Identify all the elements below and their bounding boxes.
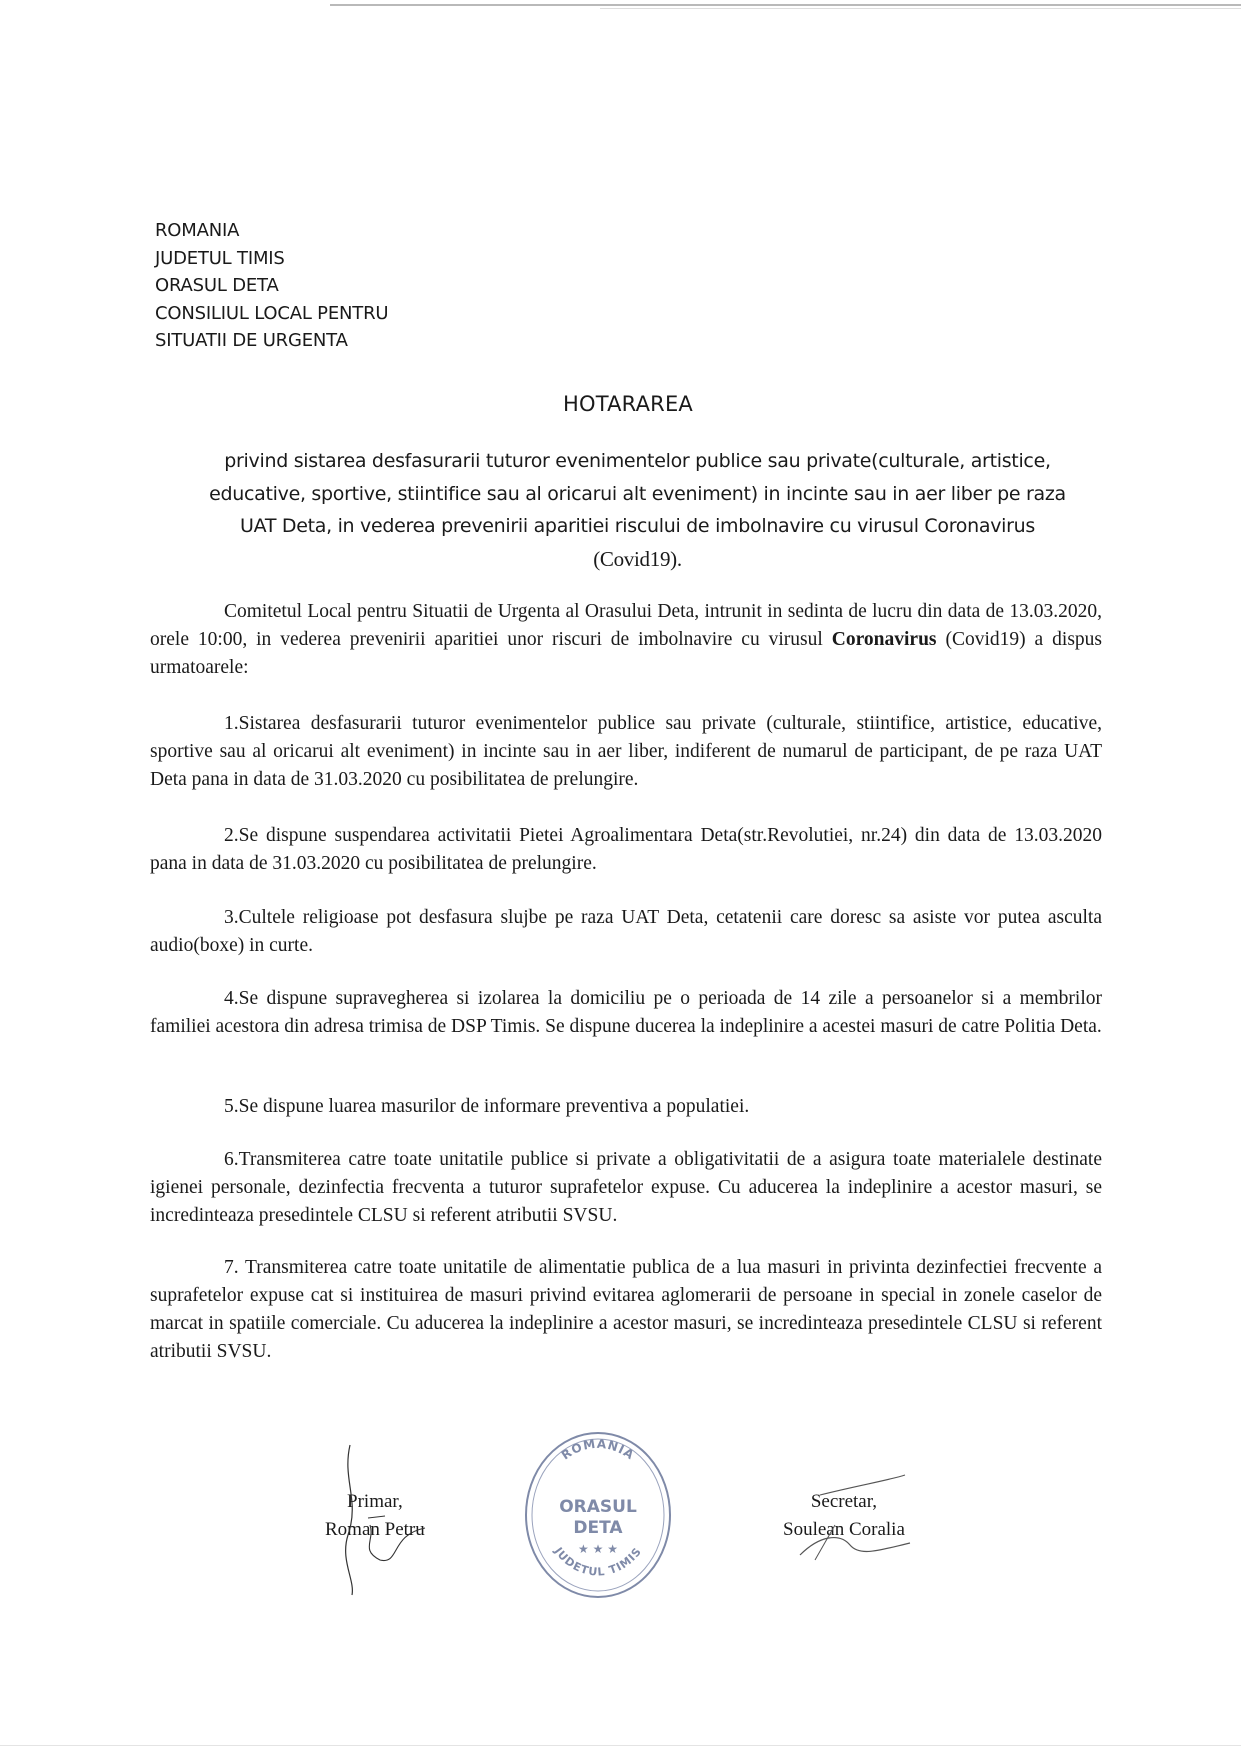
header-line: JUDETUL TIMIS (155, 247, 285, 269)
official-stamp (523, 1430, 673, 1600)
svg-text:ROMANIA (559, 1437, 637, 1463)
document-subtitle (170, 445, 1105, 575)
stamp-stars: ★ ★ ★ (578, 1542, 618, 1556)
header-line: ROMANIA (155, 220, 240, 241)
intro-paragraph (150, 598, 1102, 682)
decision-point-1: 1.Sistarea desfasurarii tuturor evenimentelor publice sau private (culturale, stiintifice, artistice, educative, sportive sau al oricarui alt eveniment) in incinte sau in aer liber, indiferent de numarul de participant, de pe raza UAT Deta pana in data de 31.03.2020 cu posibilitatea de prelungire. (150, 713, 1102, 790)
decision-point-6: 6.Transmiterea catre toate unitatile publice si private a obligativitatii de a asigura toate materialele destinate igienei personale, dezinfectia frecventa a tuturor suprafetelor expuse. Cu aducerea la indeplinire a acestor masuri, se incredinteaza presedintele CLSU si referent atributii SVSU. (150, 1149, 1102, 1226)
scan-edge-line (600, 8, 1241, 9)
secretary-name: Soulean Coralia (783, 1519, 905, 1540)
decision-point-5: 5.Se dispune luarea masurilor de informare preventiva a populatiei. (224, 1096, 750, 1117)
decision-point-4: 4.Se dispune supravegherea si izolarea la domiciliu pe o perioada de 14 zile a persoanelor si a membrilor familiei acestora din adresa trimisa de DSP Timis. Se dispune ducerea la indeplinire a acestei masuri de catre Politia Deta. (150, 988, 1102, 1037)
decision-point-7: 7. Transmiterea catre toate unitatile de alimentatie publica de a lua masuri in privinta dezinfectiei frecvente a suprafetelor expuse cat si instituirea de masuri privind evitarea aglomerarii de persoane in special in zonele caselor de marcat in spatiile comerciale. Cu aducerea la indeplinire a acestor masuri, se incredinteaza presedintele CLSU si referent atributii SVSU. (150, 1257, 1102, 1362)
subtitle-line: UAT Deta, in vederea prevenirii aparitiei riscului de imbolnavire cu virusul Coronavirus (240, 515, 1035, 537)
secretary-role: Secretar, (810, 1491, 878, 1512)
scan-edge-line (0, 1745, 1241, 1746)
subtitle-line: educative, sportive, stiintifice sau al oricarui alt eveniment) in incinte sau in aer liber pe raza (209, 482, 1066, 505)
document-title: HOTARAREA (562, 392, 693, 416)
stamp-top-text: ROMANIA (558, 1436, 638, 1463)
intro-text: (Covid19) a dispus urmatoarele: (150, 629, 1102, 678)
intro-text: Comitetul Local pentru Situatii de Urgenta al Orasului Deta, intrunit in sedinta de lucru din data de 13.03.2020, orele 10:00, in vederea prevenirii aparitiei unor riscuri de imbolnavire cu virusul (150, 601, 1102, 650)
stamp-center-line-1: ORASUL (559, 1497, 637, 1517)
issuer-header (155, 217, 388, 355)
header-line: ORASUL DETA (155, 275, 279, 296)
mayor-signature-block (325, 1488, 425, 1544)
mayor-role: Primar, (347, 1491, 403, 1512)
decision-point-2: 2.Se dispune suspendarea activitatii Pietei Agroalimentara Deta(str.Revolutiei, nr.24) din data de 13.03.2020 pana in data de 31.03.2020 cu posibilitatea de prelungire. (150, 825, 1102, 874)
header-line: CONSILIUL LOCAL PENTRU (155, 302, 389, 324)
subtitle-line: privind sistarea desfasurarii tuturor evenimentelor publice sau private(culturale, artistice, (224, 450, 1051, 472)
secretary-signature-block (783, 1488, 905, 1544)
stamp-center-line-2: DETA (573, 1518, 623, 1538)
scan-edge-line (330, 4, 1241, 6)
decision-point-3: 3.Cultele religioase pot desfasura slujbe pe raza UAT Deta, cetatenii care doresc sa asiste vor putea asculta audio(boxe) in curte. (150, 907, 1102, 956)
subtitle-line: (Covid19). (593, 546, 682, 571)
header-line: SITUATII DE URGENTA (155, 330, 348, 351)
intro-bold-term: Coronavirus (831, 629, 937, 650)
mayor-name: Roman Petru (325, 1519, 425, 1540)
stamp-bottom-text: JUDETUL TIMIS (551, 1544, 645, 1579)
